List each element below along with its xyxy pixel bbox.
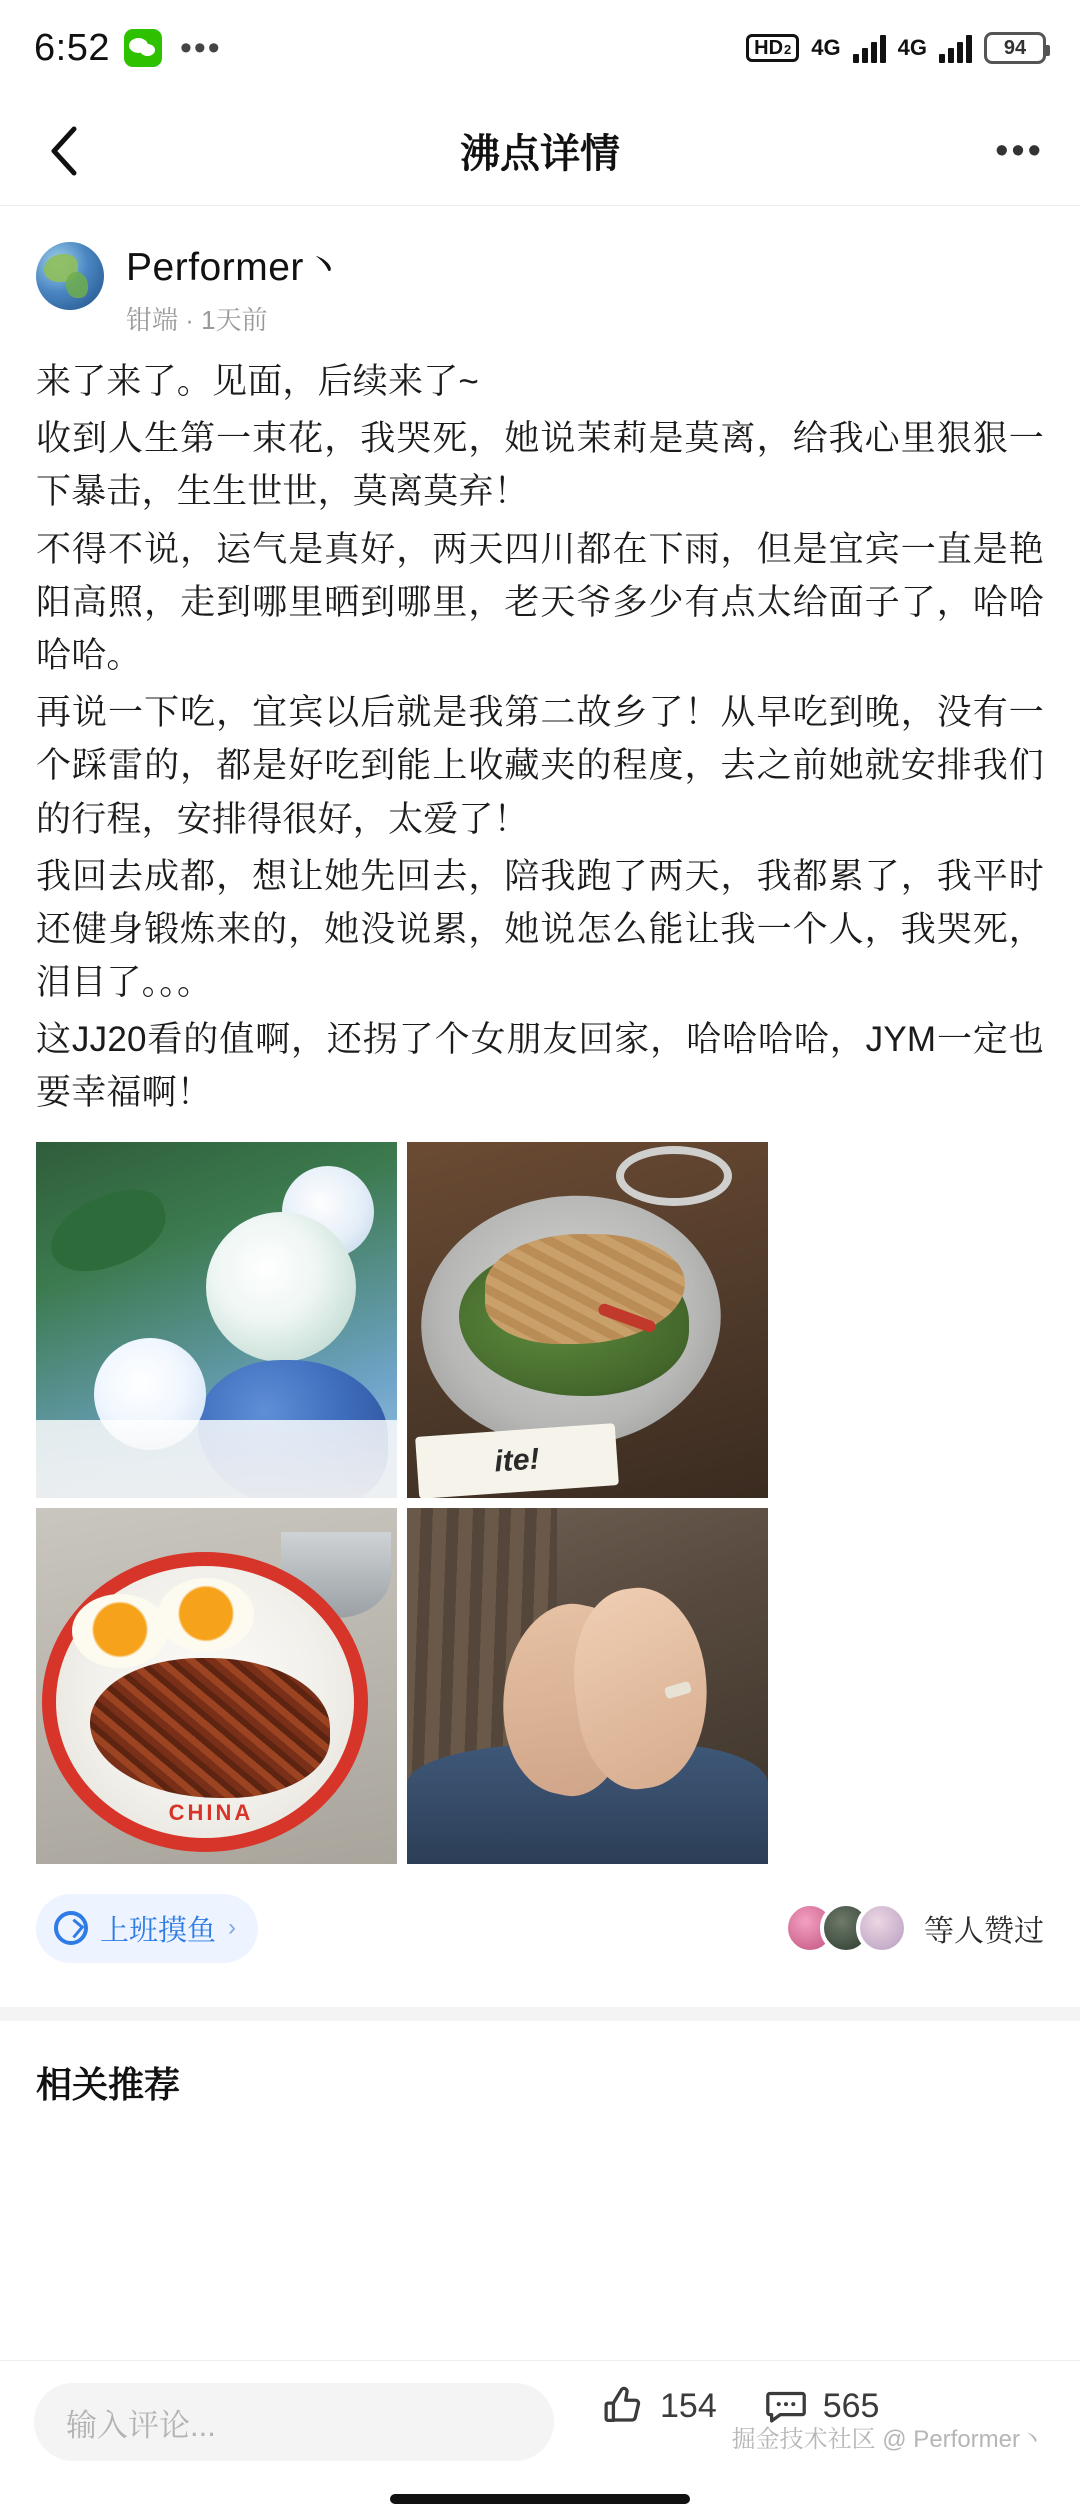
photo-salad[interactable] [407, 1142, 768, 1498]
hd-sub: 2 [784, 42, 792, 57]
author-meta-line: 钳端 · 1天前 [126, 305, 268, 335]
post-paragraph: 我回去成都，想让她先回去，陪我跑了两天，我都累了，我平时还健身锻炼来的，她没说累，她说怎么能让我一个人，我哭死，泪目了。。。 [36, 856, 1044, 1003]
battery-icon [984, 32, 1046, 64]
author-name[interactable]: Performer丶 [126, 246, 344, 289]
likers-text: 等人赞过 [924, 1915, 1044, 1949]
home-indicator[interactable] [390, 2494, 690, 2504]
status-bar-right [746, 32, 1046, 64]
photo-rice-plate[interactable] [36, 1508, 397, 1864]
photo-flowers[interactable] [36, 1142, 397, 1498]
thumbs-up-icon [600, 2383, 646, 2429]
comment-input-placeholder: 输入评论... [66, 2407, 216, 2443]
topic-tag[interactable] [36, 1894, 258, 1963]
like-count: 154 [660, 2386, 717, 2425]
status-time: 6:52 [34, 26, 110, 69]
post-image-grid [36, 1142, 768, 1864]
status-bar [0, 0, 1080, 96]
nav-bar [0, 96, 1080, 206]
photo-salad-caption: ite! [415, 1423, 619, 1498]
comment-input[interactable] [34, 2383, 554, 2461]
chevron-left-icon [46, 123, 82, 179]
page-title: 沸点详情 [460, 132, 620, 176]
chevron-right-icon: › [228, 1914, 237, 1942]
back-button[interactable] [36, 123, 92, 179]
post-paragraph: 这JJ20看的值啊，还拐了个女朋友回家，哈哈哈哈，JYM一定也要幸福啊！ [36, 1020, 1044, 1113]
liker-avatars [784, 1902, 908, 1954]
author-row[interactable] [36, 206, 1044, 337]
signal-bars-1 [853, 33, 886, 63]
more-options-button[interactable]: ••• [995, 129, 1044, 172]
post-body [36, 355, 1044, 1120]
hd-label: HD [754, 37, 784, 59]
network-label-1: 4G [811, 35, 841, 60]
network-label-2: 4G [897, 35, 927, 60]
photo-rice-caption: CHINA [168, 1799, 254, 1825]
post-paragraph: 来了来了。见面，后续来了~ [36, 362, 480, 401]
wechat-icon [124, 29, 162, 67]
post-paragraph: 不得不说，运气是真好，两天四川都在下雨，但是宜宾一直是艳阳高照，走到哪里晒到哪里，老天爷多少有点太给面子了，哈哈哈哈。 [36, 529, 1044, 675]
comment-count: 565 [822, 2386, 880, 2425]
post-paragraph: 收到人生第一束花，我哭死，她说茉莉是莫离，给我心里狠狠一下暴击，生生世世，莫离莫弃！ [36, 419, 1044, 512]
watermark: 掘金技术社区 @ Performer丶 [731, 2426, 1044, 2453]
post-paragraph: 再说一下吃，宜宾以后就是我第二故乡了！从早吃到晚，没有一个踩雷的，都是好吃到能上收藏夹的程度，去之前她就安排我们的行程，安排得很好，太爱了！ [36, 693, 1044, 839]
tag-row [36, 1894, 1044, 1963]
ellipsis-icon: ••• [179, 29, 222, 67]
avatar[interactable] [36, 242, 104, 310]
avatar [856, 1902, 908, 1954]
hd-icon [746, 34, 799, 62]
status-bar-left [34, 27, 222, 70]
author-meta [126, 236, 343, 337]
topic-tag-label: 上班摸鱼 [100, 1914, 217, 1947]
battery-level: 94 [1003, 36, 1027, 59]
signal-bars-2 [939, 33, 972, 63]
post-detail [0, 206, 1080, 1963]
likers-group[interactable] [784, 1902, 1044, 1954]
related-section-title: 相关推荐 [36, 2063, 181, 2105]
like-action[interactable] [600, 2383, 717, 2429]
clock-refresh-icon [54, 1911, 88, 1945]
photo-holding-hands[interactable] [407, 1508, 768, 1864]
section-divider [0, 2007, 1080, 2021]
